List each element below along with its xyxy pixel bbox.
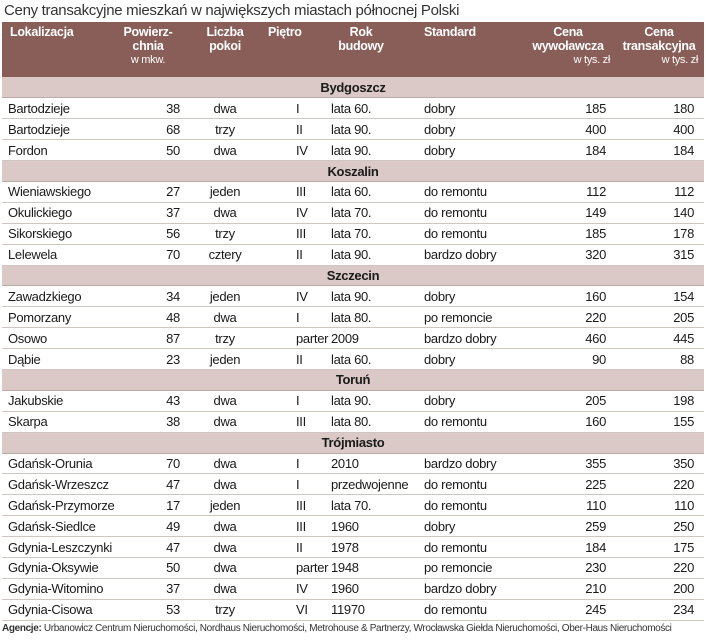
table-header: [2, 22, 704, 77]
sources-footer: [0, 622, 706, 636]
cell-rooms: dwa: [190, 453, 260, 474]
city-name: Trójmiasto: [2, 432, 704, 453]
cell-transaction-price: 112: [616, 181, 704, 202]
cell-transaction-price: 178: [616, 223, 704, 244]
city-name: Toruń: [2, 369, 704, 390]
cell-transaction-price: 200: [616, 578, 704, 599]
cell-rooms: jeden: [190, 286, 260, 307]
cell-area: 70: [106, 453, 190, 474]
cell-standard: dobry: [416, 98, 522, 119]
cell-asking-price: 160: [522, 286, 616, 307]
cell-asking-price: 112: [522, 181, 616, 202]
header-pietro-label: Piętro: [268, 25, 302, 39]
header-cena-wywolawcza-unit: w tys. zł: [573, 54, 610, 66]
cell-area: 38: [106, 98, 190, 119]
table-row: [2, 223, 704, 244]
cell-build-year: 1978: [323, 537, 416, 558]
city-group-row: [2, 369, 704, 390]
cell-location: Bartodzieje: [2, 119, 106, 140]
cell-area: 43: [106, 390, 190, 411]
cell-floor: III: [260, 516, 323, 537]
cell-transaction-price: 110: [616, 495, 704, 516]
cell-transaction-price: 234: [616, 599, 704, 620]
cell-build-year: lata 90.: [323, 390, 416, 411]
header-cena-wywolawcza: [522, 22, 616, 77]
table-row: [2, 244, 704, 265]
table-row: [2, 181, 704, 202]
cell-build-year: 1960: [323, 516, 416, 537]
table-row: [2, 599, 704, 620]
cell-area: 48: [106, 307, 190, 328]
sources-label: Agencje:: [2, 622, 42, 634]
cell-transaction-price: 198: [616, 390, 704, 411]
cell-standard: do remontu: [416, 495, 522, 516]
cell-location: Gdańsk-Wrzeszcz: [2, 474, 106, 495]
cell-standard: po remoncie: [416, 307, 522, 328]
cell-location: Pomorzany: [2, 307, 106, 328]
cell-rooms: dwa: [190, 202, 260, 223]
header-cena-wywolawcza-label: Cena wywoławcza: [532, 25, 604, 53]
cell-asking-price: 149: [522, 202, 616, 223]
cell-rooms: trzy: [190, 223, 260, 244]
cell-rooms: dwa: [190, 140, 260, 161]
table-row: [2, 119, 704, 140]
table-row: [2, 390, 704, 411]
cell-rooms: jeden: [190, 181, 260, 202]
cell-build-year: 1960: [323, 578, 416, 599]
city-name: Bydgoszcz: [2, 77, 704, 98]
header-liczba-pokoi-label: Liczba pokoi: [206, 25, 244, 53]
cell-floor: IV: [260, 140, 323, 161]
cell-build-year: lata 90.: [323, 286, 416, 307]
header-standard: [416, 22, 522, 77]
cell-location: Gdynia-Witomino: [2, 578, 106, 599]
city-name: Koszalin: [2, 161, 704, 182]
table-title: Ceny transakcyjne mieszkań w największych miastach północnej Polski: [4, 2, 460, 19]
header-rok-budowy: [323, 22, 416, 77]
cell-asking-price: 210: [522, 578, 616, 599]
cell-area: 50: [106, 140, 190, 161]
cell-location: Zawadzkiego: [2, 286, 106, 307]
cell-build-year: lata 60.: [323, 349, 416, 370]
cell-area: 68: [106, 119, 190, 140]
cell-area: 49: [106, 516, 190, 537]
cell-location: Skarpa: [2, 411, 106, 432]
header-liczba-pokoi: [190, 22, 260, 77]
cell-transaction-price: 220: [616, 557, 704, 578]
cell-build-year: 11970: [323, 599, 416, 620]
cell-rooms: trzy: [190, 599, 260, 620]
cell-transaction-price: 250: [616, 516, 704, 537]
cell-location: Dąbie: [2, 349, 106, 370]
cell-standard: dobry: [416, 140, 522, 161]
table-row: [2, 453, 704, 474]
cell-location: Bartodzieje: [2, 98, 106, 119]
header-cena-transakcyjna-label: Cena transakcyjna: [622, 25, 696, 53]
cell-floor: I: [260, 98, 323, 119]
cell-build-year: lata 70.: [323, 495, 416, 516]
cell-rooms: dwa: [190, 516, 260, 537]
cell-asking-price: 205: [522, 390, 616, 411]
city-group-row: [2, 161, 704, 182]
cell-location: Jakubskie: [2, 390, 106, 411]
cell-area: 27: [106, 181, 190, 202]
header-powierzchnia: [106, 22, 190, 77]
city-group-row: [2, 265, 704, 286]
cell-area: 37: [106, 202, 190, 223]
cell-build-year: 2010: [323, 453, 416, 474]
city-group-row: [2, 432, 704, 453]
cell-floor: II: [260, 349, 323, 370]
cell-standard: bardzo dobry: [416, 328, 522, 349]
cell-asking-price: 184: [522, 140, 616, 161]
cell-location: Wieniawskiego: [2, 181, 106, 202]
header-row: [2, 22, 704, 77]
cell-standard: do remontu: [416, 202, 522, 223]
cell-build-year: lata 90.: [323, 119, 416, 140]
cell-rooms: trzy: [190, 328, 260, 349]
cell-rooms: dwa: [190, 411, 260, 432]
cell-build-year: lata 70.: [323, 202, 416, 223]
cell-rooms: dwa: [190, 578, 260, 599]
table-row: [2, 286, 704, 307]
cell-rooms: dwa: [190, 98, 260, 119]
cell-rooms: trzy: [190, 119, 260, 140]
table-row: [2, 557, 704, 578]
cell-rooms: dwa: [190, 537, 260, 558]
price-table: [2, 22, 704, 621]
cell-floor: IV: [260, 286, 323, 307]
cell-build-year: lata 80.: [323, 307, 416, 328]
header-cena-transakcyjna-unit: w tys. zł: [661, 54, 698, 66]
cell-floor: parter: [260, 328, 323, 349]
cell-transaction-price: 175: [616, 537, 704, 558]
cell-standard: do remontu: [416, 181, 522, 202]
cell-area: 70: [106, 244, 190, 265]
cell-asking-price: 400: [522, 119, 616, 140]
cell-location: Fordon: [2, 140, 106, 161]
cell-build-year: 2009: [323, 328, 416, 349]
table-body: [2, 77, 704, 620]
cell-build-year: 1948: [323, 557, 416, 578]
table-row: [2, 516, 704, 537]
header-lokalizacja: [2, 22, 106, 77]
header-lokalizacja-label: Lokalizacja: [10, 25, 74, 39]
cell-location: Okulickiego: [2, 202, 106, 223]
cell-asking-price: 90: [522, 349, 616, 370]
cell-standard: dobry: [416, 390, 522, 411]
cell-area: 17: [106, 495, 190, 516]
cell-transaction-price: 184: [616, 140, 704, 161]
cell-asking-price: 225: [522, 474, 616, 495]
cell-build-year: lata 60.: [323, 181, 416, 202]
cell-floor: III: [260, 411, 323, 432]
cell-asking-price: 259: [522, 516, 616, 537]
table-row: [2, 328, 704, 349]
cell-build-year: lata 80.: [323, 411, 416, 432]
cell-standard: do remontu: [416, 599, 522, 620]
table-row: [2, 474, 704, 495]
cell-area: 47: [106, 537, 190, 558]
cell-transaction-price: 140: [616, 202, 704, 223]
cell-location: Osowo: [2, 328, 106, 349]
table-row: [2, 349, 704, 370]
cell-rooms: jeden: [190, 495, 260, 516]
cell-build-year: przedwojenne: [323, 474, 416, 495]
city-name: Szczecin: [2, 265, 704, 286]
cell-area: 34: [106, 286, 190, 307]
header-pietro: [260, 22, 323, 77]
cell-transaction-price: 180: [616, 98, 704, 119]
cell-standard: do remontu: [416, 537, 522, 558]
cell-transaction-price: 220: [616, 474, 704, 495]
cell-transaction-price: 154: [616, 286, 704, 307]
cell-standard: dobry: [416, 349, 522, 370]
cell-area: 87: [106, 328, 190, 349]
table-row: [2, 140, 704, 161]
cell-asking-price: 245: [522, 599, 616, 620]
table-row: [2, 411, 704, 432]
cell-transaction-price: 205: [616, 307, 704, 328]
cell-location: Sikorskiego: [2, 223, 106, 244]
sources-text: Urbanowicz Centrum Nieruchomości, Nordhaus Nieruchomości, Metrohouse & Partnerzy, Wrocławska Giełda Nieruchomości, Ober-Haus Nieruchomości: [41, 622, 672, 634]
cell-floor: parter: [260, 557, 323, 578]
cell-location: Gdynia-Leszczynki: [2, 537, 106, 558]
cell-standard: bardzo dobry: [416, 244, 522, 265]
cell-asking-price: 460: [522, 328, 616, 349]
table-row: [2, 98, 704, 119]
header-powierzchnia-unit: w mkw.: [130, 54, 166, 66]
cell-floor: IV: [260, 202, 323, 223]
cell-transaction-price: 315: [616, 244, 704, 265]
cell-area: 23: [106, 349, 190, 370]
header-rok-budowy-label: Rok budowy: [338, 25, 384, 53]
cell-floor: I: [260, 390, 323, 411]
cell-standard: bardzo dobry: [416, 578, 522, 599]
cell-transaction-price: 155: [616, 411, 704, 432]
cell-rooms: dwa: [190, 390, 260, 411]
cell-transaction-price: 400: [616, 119, 704, 140]
cell-location: Gdańsk-Orunia: [2, 453, 106, 474]
cell-rooms: jeden: [190, 349, 260, 370]
cell-location: Gdańsk-Przymorze: [2, 495, 106, 516]
cell-area: 38: [106, 411, 190, 432]
header-cena-transakcyjna: [616, 22, 704, 77]
cell-location: Gdynia-Oksywie: [2, 557, 106, 578]
cell-location: Gdynia-Cisowa: [2, 599, 106, 620]
cell-floor: IV: [260, 578, 323, 599]
cell-standard: do remontu: [416, 411, 522, 432]
cell-asking-price: 230: [522, 557, 616, 578]
cell-area: 47: [106, 474, 190, 495]
cell-rooms: dwa: [190, 557, 260, 578]
cell-rooms: cztery: [190, 244, 260, 265]
city-group-row: [2, 77, 704, 98]
cell-standard: po remoncie: [416, 557, 522, 578]
cell-asking-price: 185: [522, 223, 616, 244]
table-row: [2, 495, 704, 516]
cell-standard: dobry: [416, 516, 522, 537]
cell-floor: VI: [260, 599, 323, 620]
cell-area: 50: [106, 557, 190, 578]
table-row: [2, 537, 704, 558]
cell-build-year: lata 90.: [323, 244, 416, 265]
cell-area: 56: [106, 223, 190, 244]
cell-asking-price: 320: [522, 244, 616, 265]
cell-location: Lelewela: [2, 244, 106, 265]
cell-standard: dobry: [416, 286, 522, 307]
cell-floor: III: [260, 223, 323, 244]
cell-area: 53: [106, 599, 190, 620]
cell-rooms: dwa: [190, 307, 260, 328]
cell-rooms: dwa: [190, 474, 260, 495]
cell-build-year: lata 90.: [323, 140, 416, 161]
cell-standard: do remontu: [416, 474, 522, 495]
cell-floor: III: [260, 181, 323, 202]
cell-standard: do remontu: [416, 223, 522, 244]
cell-asking-price: 110: [522, 495, 616, 516]
cell-asking-price: 355: [522, 453, 616, 474]
cell-floor: I: [260, 307, 323, 328]
cell-floor: I: [260, 474, 323, 495]
cell-build-year: lata 60.: [323, 98, 416, 119]
header-powierzchnia-label: Powierz- chnia: [123, 25, 173, 53]
header-standard-label: Standard: [424, 25, 476, 39]
table-row: [2, 307, 704, 328]
cell-asking-price: 184: [522, 537, 616, 558]
cell-asking-price: 160: [522, 411, 616, 432]
cell-transaction-price: 88: [616, 349, 704, 370]
cell-floor: III: [260, 495, 323, 516]
cell-asking-price: 220: [522, 307, 616, 328]
cell-location: Gdańsk-Siedlce: [2, 516, 106, 537]
cell-floor: I: [260, 453, 323, 474]
cell-transaction-price: 445: [616, 328, 704, 349]
table-row: [2, 578, 704, 599]
cell-asking-price: 185: [522, 98, 616, 119]
cell-floor: II: [260, 119, 323, 140]
table-row: [2, 202, 704, 223]
cell-floor: II: [260, 244, 323, 265]
cell-transaction-price: 350: [616, 453, 704, 474]
cell-floor: II: [260, 537, 323, 558]
cell-build-year: lata 70.: [323, 223, 416, 244]
cell-standard: bardzo dobry: [416, 453, 522, 474]
cell-area: 37: [106, 578, 190, 599]
cell-standard: dobry: [416, 119, 522, 140]
